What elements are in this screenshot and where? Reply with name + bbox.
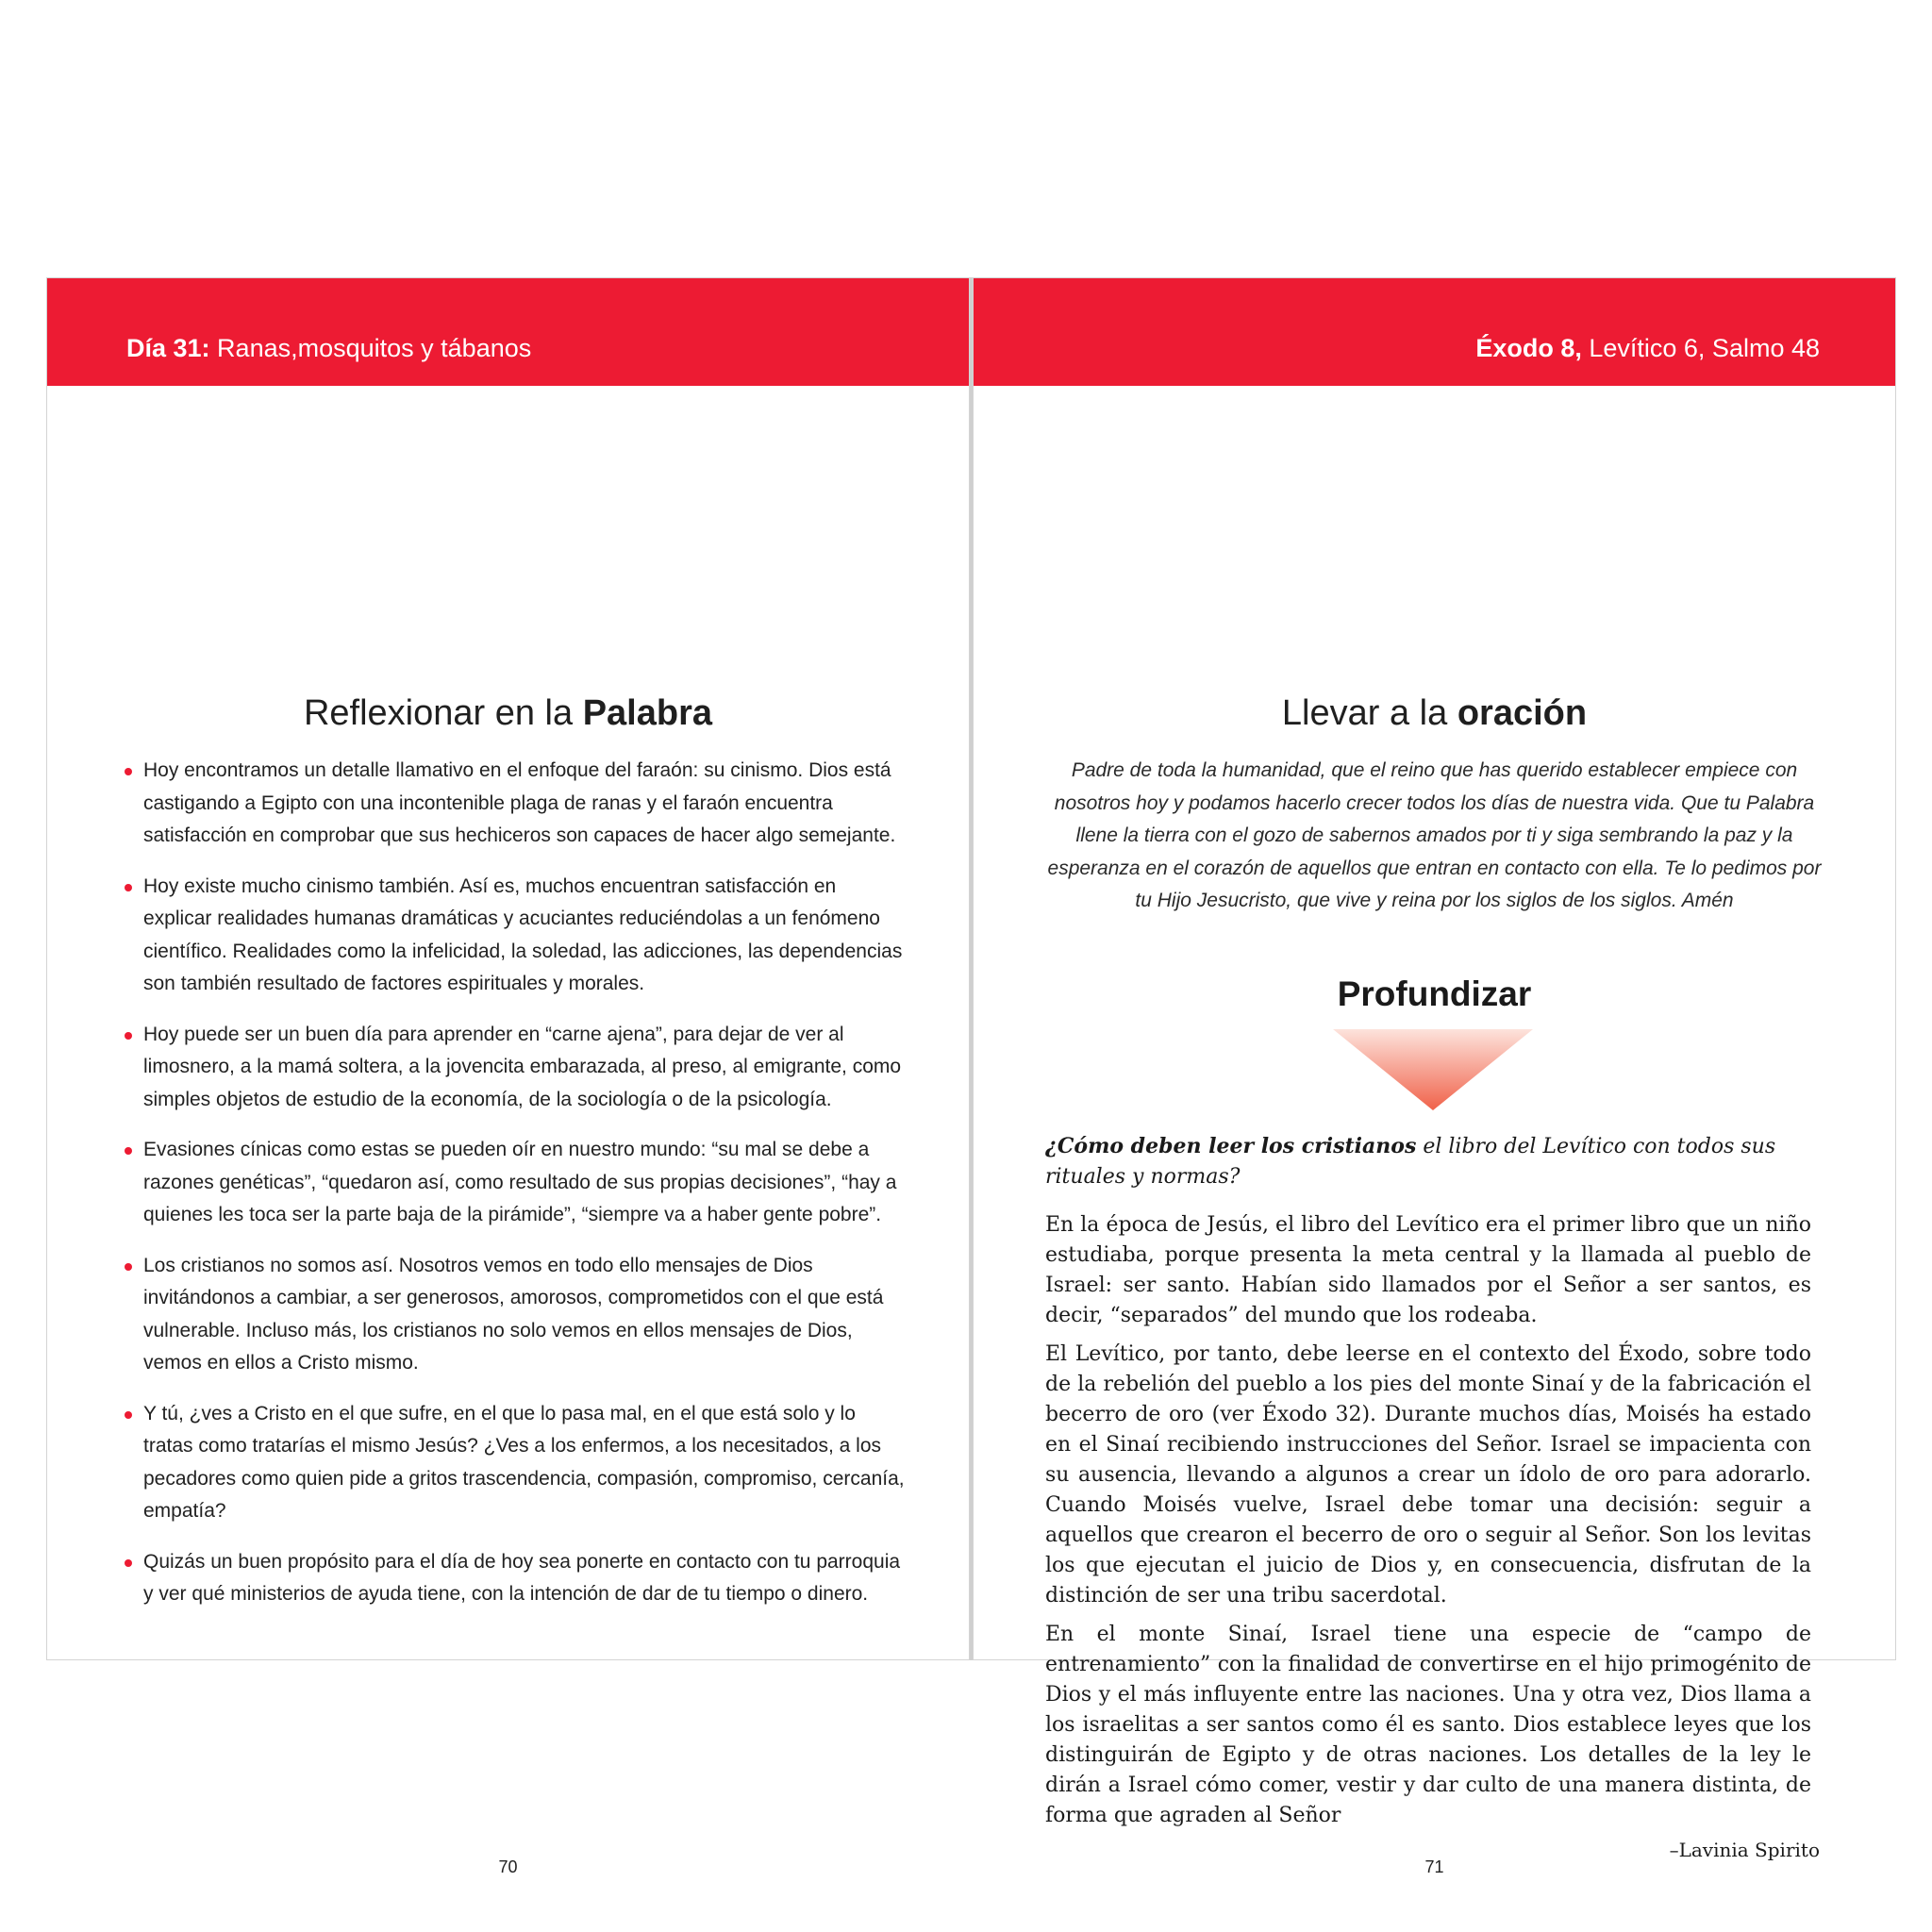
reflection-list [143, 755, 908, 1629]
list-item [143, 1019, 908, 1117]
page-number-right: 71 [1424, 1857, 1444, 1876]
prayer-title-normal: Llevar a la [1281, 693, 1457, 733]
reflect-title-normal: Reflexionar en la [303, 693, 583, 733]
left-header-band [47, 278, 969, 386]
list-item [143, 755, 908, 853]
list-item [143, 1398, 908, 1528]
study-question [1045, 1131, 1811, 1192]
down-arrow-icon [1333, 1029, 1533, 1110]
reading-rest: Levítico 6, Salmo 48 [1581, 334, 1820, 362]
page-number-left: 70 [498, 1857, 518, 1876]
right-header-band [974, 278, 1895, 386]
prayer-title [974, 693, 1895, 734]
question-rest: el libro del Levítico con todos sus rituales y normas? [1045, 1135, 1776, 1189]
study-body [1045, 1210, 1811, 1840]
bullet-icon [125, 1147, 132, 1155]
left-page [46, 277, 970, 1876]
list-item-text: Evasiones cínicas como estas se pueden oír en nuestro mundo: “su mal se debe a razones genéticas”, “quedaron así, como resultado de sus propias decisiones”, “hay a quienes les toca ser la parte baja de la pirámide”, “siempre va a haber gente pobre”. [143, 1139, 897, 1225]
list-item [143, 1134, 908, 1232]
reading-bold: Éxodo 8, [1475, 334, 1582, 362]
deepen-title: Profundizar [1337, 974, 1532, 1013]
list-item [143, 871, 908, 1001]
question-bold: ¿Cómo deben leer los cristianos [1045, 1134, 1417, 1158]
bullet-icon [125, 1411, 132, 1419]
right-page [973, 277, 1896, 1876]
list-item [143, 1250, 908, 1380]
bullet-icon [125, 884, 132, 891]
list-item [143, 1546, 908, 1611]
list-item-text: Los cristianos no somos así. Nosotros vemos en todo ello mensajes de Dios invitándonos a cambiar, a ser generosos, amorosos, comprometidos con el que está vulnerable. Incluso más, los cristianos no solo vemos en ellos mensajes de Dios, vemos en ellos a Cristo mismo. [143, 1254, 884, 1374]
bullet-icon [125, 1559, 132, 1567]
bullet-icon [125, 768, 132, 775]
right-header-text [1475, 334, 1820, 363]
study-paragraph: El Levítico, por tanto, debe leerse en el contexto del Éxodo, sobre todo de la rebelión del pueblo a los pies del monte Sinaí y de la fabricación el becerro de oro (ver Éxodo 32). Durante muchos días, Moisés ha estado en el Sinaí recibiendo instrucciones del Señor. Israel se impacienta con su ausencia, llevando a algunos a crear un ídolo de oro para adorarlo. Cuando Moisés vuelve, Israel debe tomar una decisión: seguir a aquellos que crearon el becerro de oro o seguir al Señor. Son los levitas los que ejecutan el juicio de Dios y, en consecuencia, disfrutan de la distinción de ser una tribu sacerdotal. [1045, 1342, 1811, 1607]
study-paragraph: En el monte Sinaí, Israel tiene una especie de “campo de entrenamiento” con la finalidad de convertirse en el hijo primogénito de Dios y el más influyente entre las naciones. Una y otra vez, Dios llama a los israelitas a ser santos como él es santo. Dios establece leyes que los distinguirán de Egipto y de otras naciones. Los detalles de la ley le dirán a Israel cómo comer, vestir y dar culto de una manera distinta, de forma que agraden al Señor [1045, 1623, 1811, 1827]
prayer-title-bold: oración [1457, 693, 1588, 733]
list-item-text: Y tú, ¿ves a Cristo en el que sufre, en el que lo pasa mal, en el que está solo y lo tratas como tratarías el mismo Jesús? ¿Ves a los enfermos, a los necesitados, a los pecadores como quien pide a gritos trascendencia, compasión, compromiso, cercanía, empatía? [143, 1402, 905, 1522]
list-item-text: Hoy puede ser un buen día para aprender en “carne ajena”, para dejar de ver al limosnero, a la mamá soltera, a la jovencita embarazada, al preso, al emigrante, como simples objetos de estudio de la economía, de la sociología o de la psicología. [143, 1023, 902, 1110]
reflect-title [47, 693, 969, 734]
study-paragraph: En la época de Jesús, el libro del Levítico era el primer libro que un niño estudiaba, porque presenta la meta central y la llamada al pueblo de Israel: ser santo. Habían sido llamados por el Señor a ser santos, es decir, “separados” del mundo que los rodeaba. [1045, 1213, 1811, 1327]
left-header-text [126, 334, 531, 363]
list-item-text: Hoy encontramos un detalle llamativo en el enfoque del faraón: su cinismo. Dios está castigando a Egipto con una incontenible plaga de ranas y el faraón encuentra satisfacción en comprobar que sus hechiceros son capaces de hacer algo semejante. [143, 759, 896, 846]
list-item-text: Quizás un buen propósito para el día de hoy sea ponerte en contacto con tu parroquia y ver qué ministerios de ayuda tiene, con la intención de dar de tu tiempo o dinero. [143, 1550, 901, 1605]
bullet-icon [125, 1263, 132, 1271]
day-label: Día 31: [126, 334, 210, 362]
bullet-icon [125, 1032, 132, 1040]
day-title: Ranas,mosquitos y tábanos [209, 334, 532, 362]
prayer-text: Padre de toda la humanidad, que el reino que has querido establecer empiece con nosotros hoy y podamos hacerlo crecer todos los días de nuestra vida. Que tu Palabra llene la tierra con el gozo de sabernos amados por ti y siga sembrando la paz y la esperanza en el corazón de aquellos que entran en contacto con ella. Te lo pedimos por tu Hijo Jesucristo, que vive y reina por los siglos de los siglos. Amén [1047, 759, 1822, 911]
author-credit: –Lavinia Spirito [1669, 1839, 1820, 1861]
reflect-title-bold: Palabra [582, 693, 713, 733]
list-item-text: Hoy existe mucho cinismo también. Así es, muchos encuentran satisfacción en explicar realidades humanas dramáticas y acuciantes reduciéndolas a un fenómeno científico. Realidades como la infelicidad, la soledad, las adicciones, las dependencias son también resultado de factores espirituales y morales. [143, 874, 903, 994]
